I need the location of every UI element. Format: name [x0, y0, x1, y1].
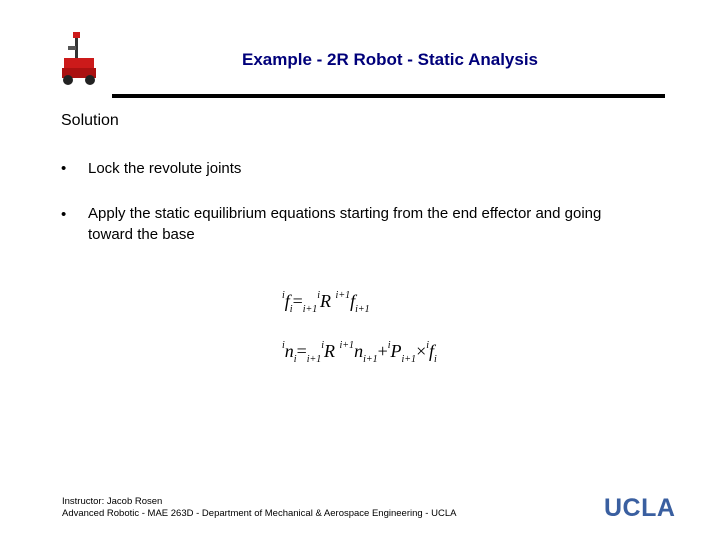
- bullet-marker: •: [61, 206, 67, 223]
- footer-course: Advanced Robotic - MAE 263D - Department of Mechanical & Aerospace Engineering - UCLA: [62, 508, 457, 519]
- title-divider: [112, 94, 665, 98]
- slide-title: Example - 2R Robot - Static Analysis: [242, 50, 538, 69]
- bullet-text-equilibrium: Apply the static equilibrium equations starting from the end effector and going toward the base: [88, 205, 602, 243]
- robot-logo-icon: [58, 28, 110, 92]
- force-equation: $^if_i=_{i+1}^iR$ $^{i+1}f_{i+1}$: [282, 290, 370, 315]
- ucla-logo: UCLA: [604, 494, 676, 522]
- bullet-text-lock-joints: Lock the revolute joints: [88, 160, 242, 177]
- bullet-marker: •: [61, 160, 67, 177]
- footer: [62, 496, 456, 520]
- moment-equation: $^in_i=_{i+1}^iR$ $^{i+1}n_{i+1}+^iP_{i+1}\times^if_i$: [282, 340, 437, 365]
- section-heading: Solution: [61, 112, 119, 129]
- footer-instructor: Instructor: Jacob Rosen: [62, 496, 163, 507]
